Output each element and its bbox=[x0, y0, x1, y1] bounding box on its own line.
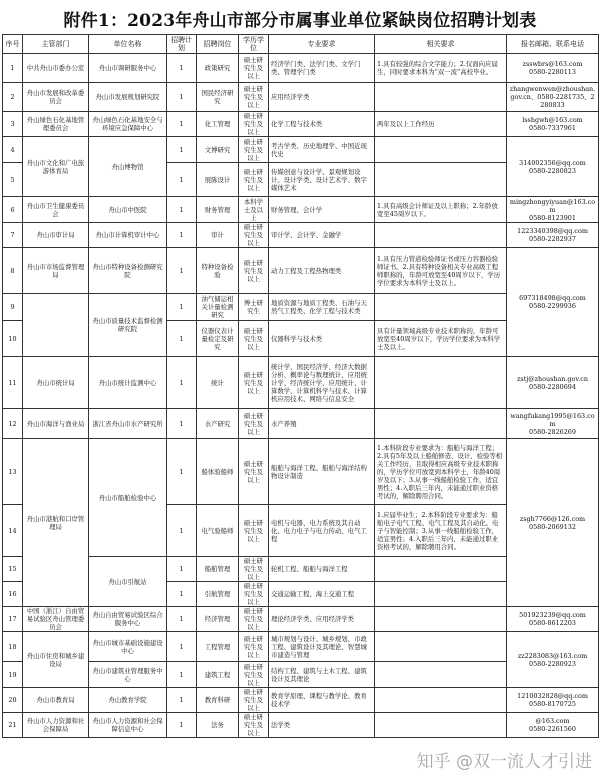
cell-post: 船舶管理 bbox=[197, 557, 239, 582]
cell-no: 20 bbox=[3, 688, 23, 713]
table-row bbox=[3, 83, 599, 112]
cell-plan: 1 bbox=[167, 632, 197, 662]
cell-edu: 硕士研究生及以上 bbox=[239, 409, 269, 439]
cell-plan: 1 bbox=[167, 223, 197, 248]
cell-no: 18 bbox=[3, 632, 23, 662]
cell-major: 经济学门类、法学门类、文学门类、管理学门类 bbox=[269, 54, 375, 83]
table-row bbox=[3, 632, 599, 662]
cell-major: 电机与电器、电力系统及其自动化、电力电子与电力传动、电气工程 bbox=[269, 505, 375, 557]
cell-dept: 舟山市市场监督管理局 bbox=[23, 248, 89, 294]
cell-dept: 舟山市文化和广电旅游体育局 bbox=[23, 137, 89, 197]
cell-contact: 697318498@qq.com 0580-2299936 bbox=[507, 248, 599, 357]
cell-plan: 1 bbox=[167, 137, 197, 163]
cell-no: 1 bbox=[3, 54, 23, 83]
cell-major: 地质资源与地质工程类、石油与天然气工程类、化学工程与技术类 bbox=[269, 294, 375, 321]
cell-contact: zsgh7766@126.com 0580-2069132 bbox=[507, 439, 599, 607]
cell-major: 理论经济学类、应用经济学类 bbox=[269, 607, 375, 632]
cell-edu: 硕士研究生及以上 bbox=[239, 54, 269, 83]
cell-edu: 硕士研究生及以上 bbox=[239, 607, 269, 632]
cell-major: 传媒创意与设计学、景观规划设计、设计学类、设计艺术学、数字媒体艺术 bbox=[269, 163, 375, 197]
cell-major: 轮机工程、船舶与海洋工程 bbox=[269, 557, 375, 582]
cell-plan: 1 bbox=[167, 357, 197, 409]
cell-no: 3 bbox=[3, 112, 23, 137]
cell-post: 统计 bbox=[197, 357, 239, 409]
cell-dept: 中国（浙江）自由贸易试验区舟山管理委员会 bbox=[23, 607, 89, 632]
header-edu: 学历学位 bbox=[239, 35, 269, 54]
cell-req bbox=[375, 137, 507, 163]
cell-post: 特种设备检验 bbox=[197, 248, 239, 294]
cell-req bbox=[375, 357, 507, 409]
cell-edu: 硕士研究生及以上 bbox=[239, 321, 269, 357]
table-row bbox=[3, 137, 599, 163]
cell-plan: 1 bbox=[167, 163, 197, 197]
cell-plan: 1 bbox=[167, 582, 197, 607]
cell-plan: 1 bbox=[167, 439, 197, 505]
cell-req bbox=[375, 688, 507, 713]
cell-major: 财务管理、会计学 bbox=[269, 197, 375, 223]
table-row bbox=[3, 223, 599, 248]
cell-major: 仪器科学与技术类 bbox=[269, 321, 375, 357]
cell-edu: 硕士研究生及以上 bbox=[239, 688, 269, 713]
cell-no: 14 bbox=[3, 505, 23, 557]
cell-contact: wangfukang1995@163.com 0580-2826269 bbox=[507, 409, 599, 439]
cell-contact: mingzhongyiyuan@163.com 0580-8123901 bbox=[507, 197, 599, 223]
cell-plan: 1 bbox=[167, 294, 197, 321]
recruitment-table bbox=[2, 34, 599, 738]
cell-post: 建筑工程 bbox=[197, 662, 239, 688]
cell-dept: 舟山市港航和口岸管理局 bbox=[23, 439, 89, 607]
cell-edu: 硕士研究生及以上 bbox=[239, 632, 269, 662]
cell-dept: 舟山市教育局 bbox=[23, 688, 89, 713]
cell-contact: zsswbrs@163.com 0580-2280113 bbox=[507, 54, 599, 83]
cell-major: 结构工程、建筑与土木工程、建筑设计及其理论 bbox=[269, 662, 375, 688]
cell-unit: 舟山市特种设备检测研究院 bbox=[89, 248, 167, 294]
cell-no: 4 bbox=[3, 137, 23, 163]
cell-req bbox=[375, 607, 507, 632]
header-no: 序号 bbox=[3, 35, 23, 54]
cell-post: 化工管理 bbox=[197, 112, 239, 137]
cell-unit: 舟山博物馆 bbox=[89, 137, 167, 197]
cell-dept: 舟山市发展和改革委员会 bbox=[23, 83, 89, 112]
table-header-row bbox=[3, 35, 599, 54]
cell-major: 水产养殖 bbox=[269, 409, 375, 439]
cell-edu: 硕士研究生及以上 bbox=[239, 439, 269, 505]
cell-req bbox=[375, 223, 507, 248]
cell-edu: 硕士研究生及以上 bbox=[239, 357, 269, 409]
cell-major: 船舶与海洋工程、船舶与海洋结构物设计制造 bbox=[269, 439, 375, 505]
cell-dept: 舟山绿色石化基地管理委员会 bbox=[23, 112, 89, 137]
cell-req bbox=[375, 409, 507, 439]
cell-plan: 1 bbox=[167, 54, 197, 83]
cell-req bbox=[375, 582, 507, 607]
cell-plan: 1 bbox=[167, 83, 197, 112]
cell-major: 法学类 bbox=[269, 713, 375, 738]
cell-post: 经济管理 bbox=[197, 607, 239, 632]
cell-no: 6 bbox=[3, 197, 23, 223]
cell-unit: 舟山市发展规划研究院 bbox=[89, 83, 167, 112]
cell-req bbox=[375, 83, 507, 112]
cell-post: 政策研究 bbox=[197, 54, 239, 83]
cell-major: 交通运输工程、海上交通工程 bbox=[269, 582, 375, 607]
cell-dept: 中共舟山市委办公室 bbox=[23, 54, 89, 83]
cell-unit: 浙江省舟山市水产研究所 bbox=[89, 409, 167, 439]
watermark: 知乎 @双一流人才引进 bbox=[416, 752, 592, 772]
cell-major: 应用经济学类 bbox=[269, 83, 375, 112]
header-major: 专业要求 bbox=[269, 35, 375, 54]
cell-unit: 舟山市引航站 bbox=[89, 557, 167, 607]
cell-plan: 1 bbox=[167, 688, 197, 713]
table-row bbox=[3, 197, 599, 223]
cell-no: 2 bbox=[3, 83, 23, 112]
cell-edu: 硕士研究生及以上 bbox=[239, 163, 269, 197]
cell-post: 文博研究 bbox=[197, 137, 239, 163]
cell-contact: 501923239@qq.com 0580-8612203 bbox=[507, 607, 599, 632]
cell-no: 8 bbox=[3, 248, 23, 294]
cell-post: 教育科研 bbox=[197, 688, 239, 713]
cell-req: 1.应届毕业生；2.本科阶段专业要求为：船舶电子电气工程、电气工程及其自动化、电子与智能控制；3.从事一线船舶检验工作，适宜男性；4.入职后三年内，未能通过职业资格考试的，解除聘用合同。 bbox=[375, 505, 507, 557]
cell-edu: 硕士研究生及以上 bbox=[239, 83, 269, 112]
header-unit: 单位名称 bbox=[89, 35, 167, 54]
cell-contact: zz2283083@163.com 0580-2280923 bbox=[507, 632, 599, 688]
cell-unit: 舟山自由贸易试验区综合服务中心 bbox=[89, 607, 167, 632]
cell-post: 财务管理 bbox=[197, 197, 239, 223]
header-req: 相关要求 bbox=[375, 35, 507, 54]
cell-contact: zstj@zhoushan.gov.cn 0580-2280694 bbox=[507, 357, 599, 409]
cell-req: 具有计量领域高级专业技术职称的，年龄可放宽至40周岁以下，学历学位要求为本科学士及以上。 bbox=[375, 321, 507, 357]
cell-unit: 舟山绿色石化基地安全与环境应急保障中心 bbox=[89, 112, 167, 137]
cell-edu: 硕士研究生及以上 bbox=[239, 713, 269, 738]
table-row bbox=[3, 112, 599, 137]
cell-no: 17 bbox=[3, 607, 23, 632]
cell-unit: 舟山市中医院 bbox=[89, 197, 167, 223]
cell-major: 教育学原理、课程与教学论、教育技术学 bbox=[269, 688, 375, 713]
cell-contact: zhangwenwen@zhoushan.gov.cn、0580-2281735、2280833 bbox=[507, 83, 599, 112]
cell-no: 9 bbox=[3, 294, 23, 321]
cell-unit: 舟山市调研服务中心 bbox=[89, 54, 167, 83]
cell-edu: 硕士研究生及以上 bbox=[239, 137, 269, 163]
cell-unit: 舟山市船舶检验中心 bbox=[89, 439, 167, 557]
cell-unit: 舟山市计算机审计中心 bbox=[89, 223, 167, 248]
cell-major: 城市规划与设计、城乡规划、市政工程、建筑设计及其理论、智慧城市建造与管理 bbox=[269, 632, 375, 662]
page-title: 附件1：2023年舟山市部分市属事业单位紧缺岗位招聘计划表 bbox=[63, 11, 537, 31]
cell-contact: 314002356@qq.com 0580-2280823 bbox=[507, 137, 599, 197]
cell-edu: 本科学士及以上 bbox=[239, 197, 269, 223]
cell-edu: 硕士研究生及以上 bbox=[239, 223, 269, 248]
cell-plan: 1 bbox=[167, 409, 197, 439]
cell-post: 电气验船师 bbox=[197, 505, 239, 557]
table-row bbox=[3, 54, 599, 83]
cell-post: 油气储运相关计量检测研究 bbox=[197, 294, 239, 321]
header-post: 招聘岗位 bbox=[197, 35, 239, 54]
cell-no: 5 bbox=[3, 163, 23, 197]
cell-req bbox=[375, 713, 507, 738]
cell-unit: 舟山市统计监测中心 bbox=[89, 357, 167, 409]
header-plan: 招聘计划 bbox=[167, 35, 197, 54]
cell-req bbox=[375, 294, 507, 321]
cell-post: 工程管理 bbox=[197, 632, 239, 662]
cell-no: 7 bbox=[3, 223, 23, 248]
cell-post: 展陈设计 bbox=[197, 163, 239, 197]
cell-plan: 1 bbox=[167, 662, 197, 688]
cell-post: 审计 bbox=[197, 223, 239, 248]
cell-no: 11 bbox=[3, 357, 23, 409]
cell-dept: 舟山市住房和城乡建设局 bbox=[23, 632, 89, 688]
cell-edu: 博士研究生 bbox=[239, 294, 269, 321]
cell-no: 16 bbox=[3, 582, 23, 607]
cell-no: 15 bbox=[3, 557, 23, 582]
cell-unit: 舟山市建筑业管理服务中心 bbox=[89, 662, 167, 688]
cell-post: 船体验船师 bbox=[197, 439, 239, 505]
cell-major: 审计学、会计学、金融学 bbox=[269, 223, 375, 248]
cell-no: 10 bbox=[3, 321, 23, 357]
cell-req: 1.具有压力管道检验师证书或压力容器检验师证书。2.具有特种设备相关专业高级工程师职称的，年龄可放宽至40周岁以下，学历学位要求为本科学士及以上。 bbox=[375, 248, 507, 294]
cell-no: 21 bbox=[3, 713, 23, 738]
cell-unit: 舟山教育学院 bbox=[89, 688, 167, 713]
cell-contact: lsshgwh@163.com 0580-7337961 bbox=[507, 112, 599, 137]
cell-plan: 1 bbox=[167, 112, 197, 137]
cell-edu: 硕士研究生及以上 bbox=[239, 582, 269, 607]
cell-post: 法务 bbox=[197, 713, 239, 738]
cell-req: 1.具有较强的综合文字能力；2.仅面向应届生，同时要求本科为“双一流”高校毕业。 bbox=[375, 54, 507, 83]
cell-major: 统计学、国民经济学、经济大数据分析、概率论与数理统计、应用统计学、经济统计学、应用统计、计算数学、计算机科学与技术、计算机应用技术、网络与信息安全 bbox=[269, 357, 375, 409]
table-row bbox=[3, 409, 599, 439]
cell-no: 13 bbox=[3, 439, 23, 505]
cell-plan: 1 bbox=[167, 248, 197, 294]
cell-post: 国民经济研究 bbox=[197, 83, 239, 112]
cell-req: 1.具有高级会计师证及以上职称；2.年龄放宽至45周岁以下。 bbox=[375, 197, 507, 223]
cell-contact: 1223340398@qq.com 0580-2282937 bbox=[507, 223, 599, 248]
table-row bbox=[3, 713, 599, 738]
header-dept: 主管部门 bbox=[23, 35, 89, 54]
cell-dept bbox=[23, 294, 89, 357]
cell-edu: 硕士研究生及以上 bbox=[239, 662, 269, 688]
cell-req bbox=[375, 632, 507, 662]
cell-req bbox=[375, 662, 507, 688]
table-row bbox=[3, 357, 599, 409]
cell-contact: 1210032828@qq.com 0580-8170725 bbox=[507, 688, 599, 713]
cell-plan: 1 bbox=[167, 505, 197, 557]
cell-edu: 硕士研究生及以上 bbox=[239, 505, 269, 557]
cell-unit: 舟山市质量技术监督检测研究院 bbox=[89, 294, 167, 357]
table-row bbox=[3, 439, 599, 505]
cell-req: 1.本科阶段专业要求为：船舶与海洋工程；2.具有5年及以上船舶修造、设计、检验等相关工作经历，且取得相应高级专业技术职称的，学历学位可放宽到本科学士，年龄40周岁及以下；3.从事一线船舶检验工作，适宜男性；4.入职后三年内，未能通过职业资格考试的，解除聘用合同。 bbox=[375, 439, 507, 505]
cell-plan: 1 bbox=[167, 557, 197, 582]
cell-dept: 舟山市统计局 bbox=[23, 357, 89, 409]
header-contact: 报名邮箱、联系电话 bbox=[507, 35, 599, 54]
cell-plan: 1 bbox=[167, 197, 197, 223]
cell-plan: 1 bbox=[167, 607, 197, 632]
cell-contact: @163.com 0580-2261560 bbox=[507, 713, 599, 738]
cell-dept: 舟山市卫生健康委员会 bbox=[23, 197, 89, 223]
cell-post: 仪器仪表计量检定及研究 bbox=[197, 321, 239, 357]
cell-dept: 舟山市人力资源和社会保障局 bbox=[23, 713, 89, 738]
cell-edu: 硕士研究生及以上 bbox=[239, 112, 269, 137]
cell-edu: 硕士研究生及以上 bbox=[239, 248, 269, 294]
cell-req bbox=[375, 163, 507, 197]
cell-post: 引航管理 bbox=[197, 582, 239, 607]
cell-major: 考古学类、历史地理学、中国近现代史 bbox=[269, 137, 375, 163]
cell-unit: 舟山市城市基础设施建设中心 bbox=[89, 632, 167, 662]
cell-plan: 1 bbox=[167, 713, 197, 738]
cell-no: 12 bbox=[3, 409, 23, 439]
cell-req: 两年及以上工作经历 bbox=[375, 112, 507, 137]
cell-post: 水产研究 bbox=[197, 409, 239, 439]
table-row bbox=[3, 248, 599, 294]
table-row bbox=[3, 607, 599, 632]
table-row bbox=[3, 688, 599, 713]
cell-req bbox=[375, 557, 507, 582]
cell-edu: 硕士研究生及以上 bbox=[239, 557, 269, 582]
cell-dept: 舟山市审计局 bbox=[23, 223, 89, 248]
cell-unit: 舟山市人力资源和社会保障信息中心 bbox=[89, 713, 167, 738]
cell-dept: 舟山市海洋与渔业局 bbox=[23, 409, 89, 439]
cell-no: 19 bbox=[3, 662, 23, 688]
cell-major: 化学工程与技术类 bbox=[269, 112, 375, 137]
cell-plan: 1 bbox=[167, 321, 197, 357]
cell-major: 动力工程及工程热物理类 bbox=[269, 248, 375, 294]
